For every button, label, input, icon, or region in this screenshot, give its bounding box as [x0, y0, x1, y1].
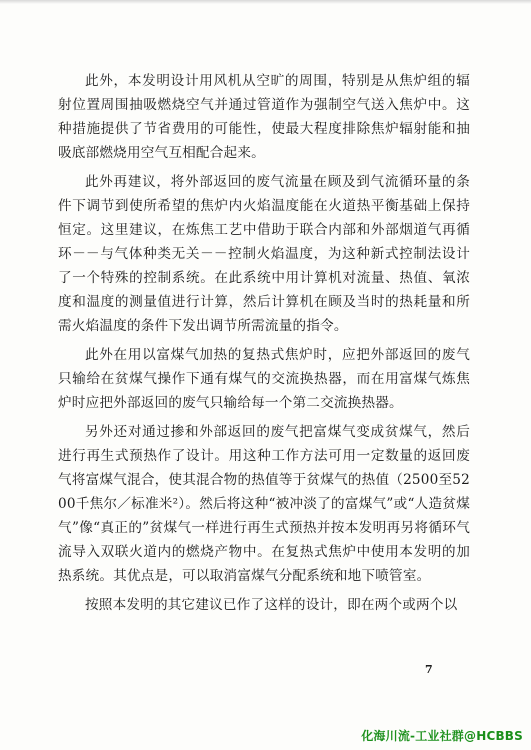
watermark-text: 化海川流-工业社群@HCBBS — [361, 729, 523, 743]
paragraph-1: 此外，本发明设计用风机从空旷的周围，特别是从焦炉组的辐射位置周围抽吸燃烧空气并通过管道作为强制空气送入焦炉中。这种措施提供了节省费用的可能性，使最大程度排除焦炉辐射能和抽吸底部燃烧用空气互相配合起来。 — [58, 73, 470, 161]
paragraph-5: 按照本发明的其它建议已作了这样的设计，即在两个或两个以 — [85, 597, 458, 613]
scan-edge — [0, 0, 531, 4]
paragraph-2: 此外再建议，将外部返回的废气流量在顾及到气流循环量的条件下调节到使所希望的焦炉内火焰温度能在火道热平衡基础上保持恒定。这里建议，在炼焦工艺中借助于联合内部和外部烟道气再循环－－与气体种类无关－－控制火焰温度，为这种新式控制法设计了一个特殊的控制系统。在此系统中用计算机对流量、热值、氧浓度和温度的测量值进行计算，然后计算机在顾及当时的热耗量和所需火焰温度的条件下发出调节所需流量的指令。 — [58, 174, 470, 334]
paragraph-4: 另外还对通过掺和外部返回的废气把富煤气变成贫煤气，然后进行再生式预热作了设计。用这种工作方法可用一定数量的返回废气将富煤气混合，使其混合物的热值等于贫煤气的热值（2500至5200千焦尔／标准米²）。然后将这种“被冲淡了的富煤气”或“人造贫煤气”像“真正的”贫煤气一样进行再生式预热并按本发明再另将循环气流导入双联火道内的燃烧产物中。在复热式焦炉中使用本发明的加热系统。其优点是，可以取消富煤气分配系统和地下喷管室。 — [58, 424, 470, 584]
page-number: 7 — [425, 663, 433, 676]
body-text — [58, 69, 470, 622]
paragraph-3: 此外在用以富煤气加热的复热式焦炉时，应把外部返回的废气只输给在贫煤气操作下通有煤气的交流换热器，而在用富煤气炼焦炉时应把外部返回的废气只输给每一个第二交流换热器。 — [58, 347, 470, 411]
